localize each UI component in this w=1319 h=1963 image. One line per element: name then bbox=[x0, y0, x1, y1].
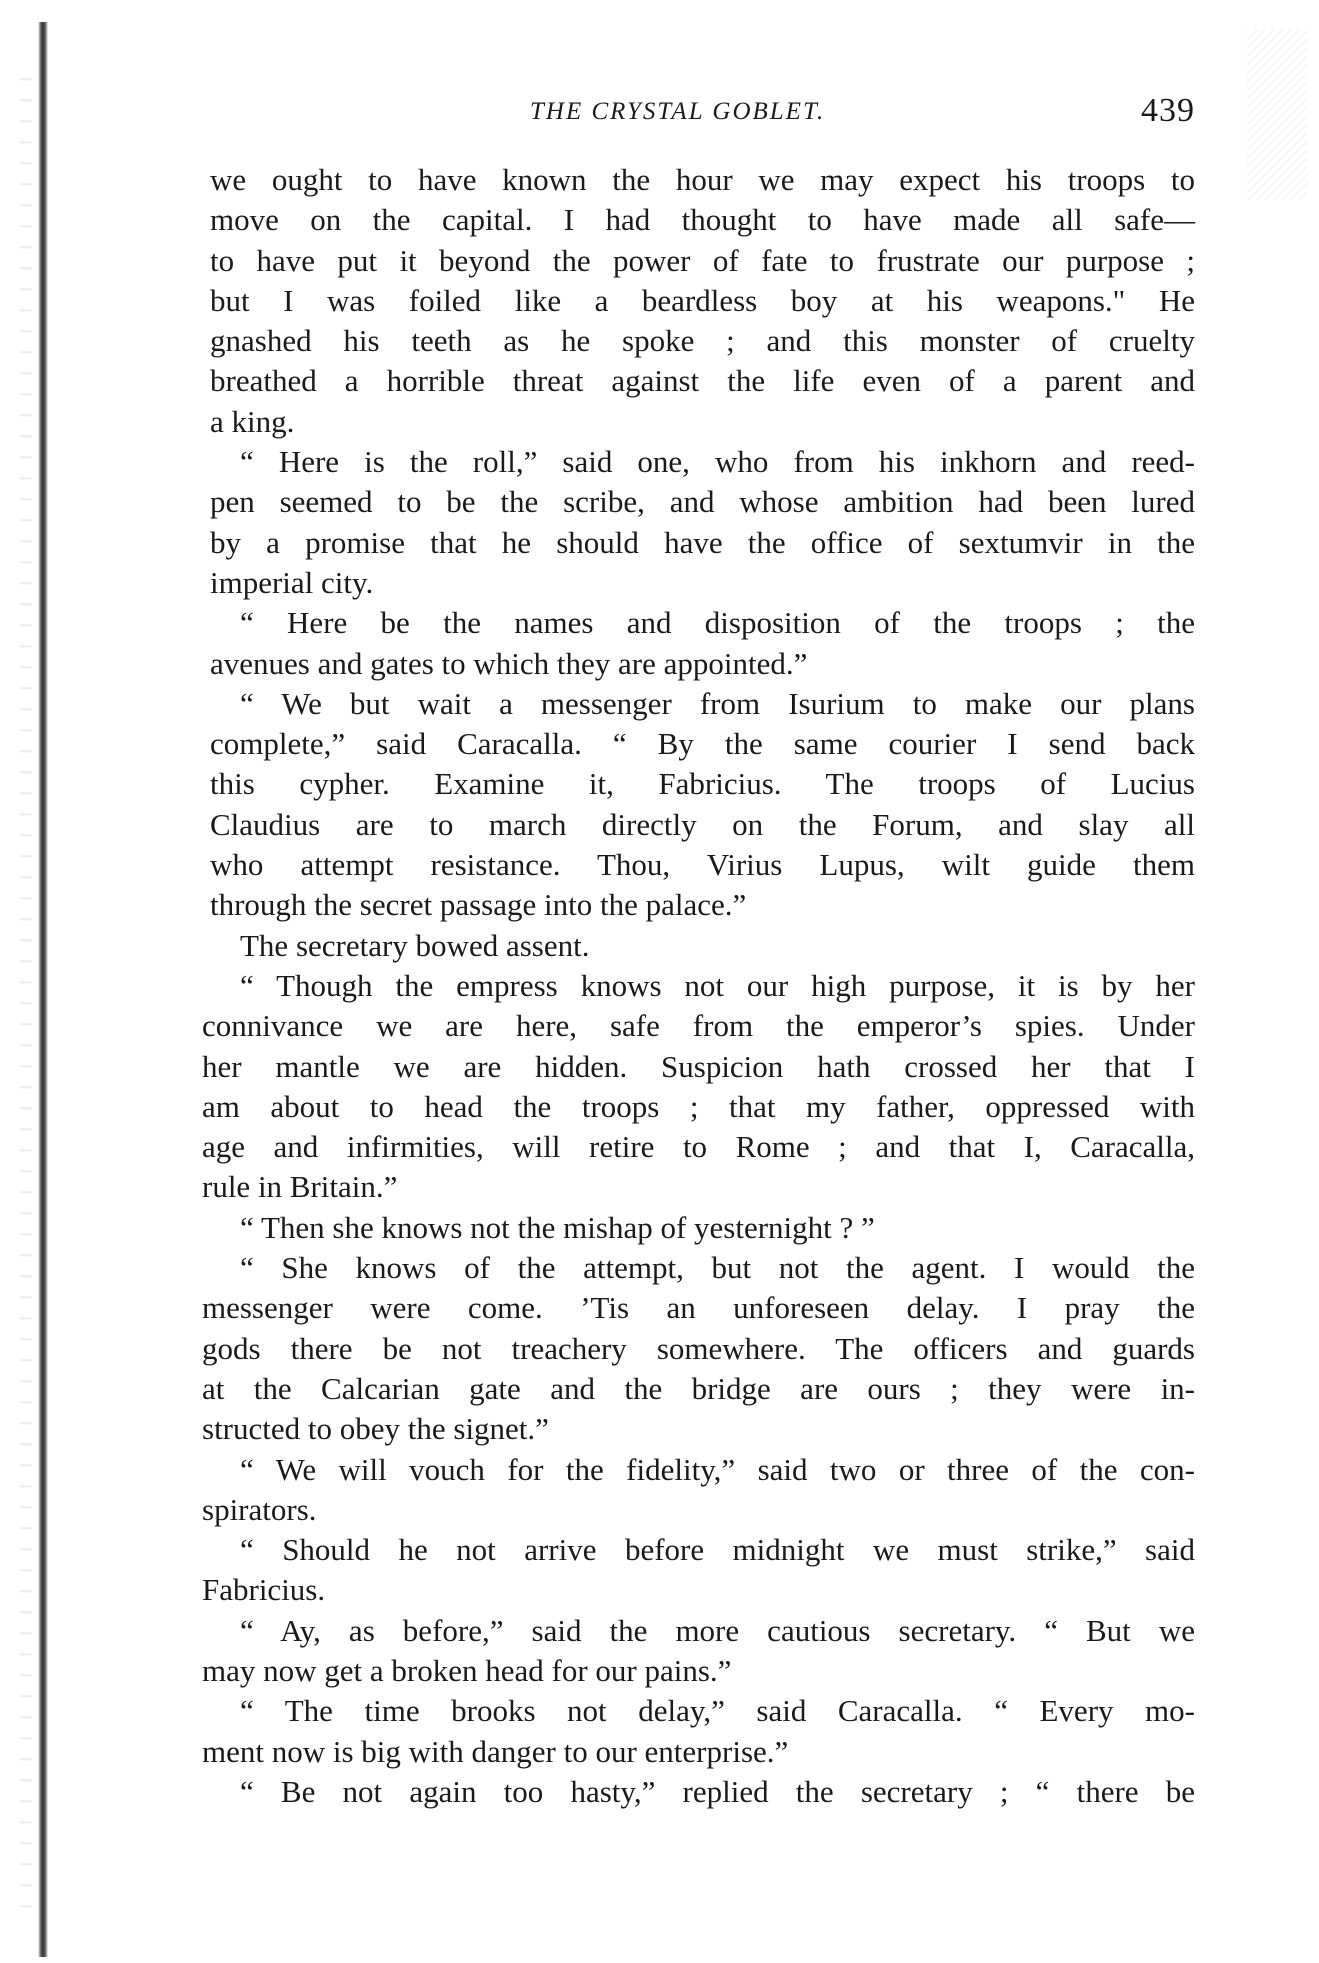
text-line: pen seemed to be the scribe, and whose ambition had been lured bbox=[210, 484, 1195, 520]
text-line: gnashed his teeth as he spoke ; and this monster of cruelty bbox=[210, 323, 1195, 359]
text-line: may now get a broken head for our pains.” bbox=[202, 1652, 732, 1688]
text-line: who attempt resistance. Thou, Virius Lupus, wilt guide them bbox=[210, 847, 1195, 883]
text-line: but I was foiled like a beardless boy at his weapons." He bbox=[210, 282, 1195, 318]
text-line: a king. bbox=[210, 403, 295, 439]
text-line: avenues and gates to which they are appointed.” bbox=[210, 645, 808, 681]
text-line: “ We but wait a messenger from Isurium to make our plans bbox=[240, 685, 1195, 721]
text-line: “ Here is the roll,” said one, who from his inkhorn and reed- bbox=[240, 444, 1195, 480]
text-line: imperial city. bbox=[210, 564, 374, 600]
text-line: connivance we are here, safe from the emperor’s spies. Under bbox=[202, 1008, 1195, 1044]
binding-gutter-shadow bbox=[38, 22, 48, 1957]
text-line: The secretary bowed assent. bbox=[240, 927, 590, 963]
body-text bbox=[202, 160, 1195, 1812]
text-line: “ The time brooks not delay,” said Caracalla. “ Every mo- bbox=[240, 1693, 1195, 1729]
text-line: “ Be not again too hasty,” replied the secretary ; “ there be bbox=[240, 1773, 1195, 1809]
page-header bbox=[210, 92, 1195, 142]
text-line: “ Then she knows not the mishap of yesternight ? ” bbox=[240, 1209, 875, 1245]
text-line: to have put it beyond the power of fate to frustrate our purpose ; bbox=[210, 242, 1195, 278]
text-line: “ Should he not arrive before midnight we must strike,” said bbox=[240, 1532, 1195, 1568]
text-line: breathed a horrible threat against the life even of a parent and bbox=[210, 363, 1195, 399]
text-line: Claudius are to march directly on the Forum, and slay all bbox=[210, 806, 1195, 842]
text-line: am about to head the troops ; that my father, oppressed with bbox=[202, 1088, 1195, 1124]
page-number: 439 bbox=[1141, 92, 1195, 129]
text-line: we ought to have known the hour we may expect his troops to bbox=[210, 162, 1195, 197]
text-line: Fabricius. bbox=[202, 1572, 326, 1608]
text-line: gods there be not treachery somewhere. The officers and guards bbox=[202, 1330, 1195, 1366]
text-line: complete,” said Caracalla. “ By the same courier I send back bbox=[210, 726, 1195, 762]
text-line: structed to obey the signet.” bbox=[202, 1411, 549, 1447]
text-line: “ Here be the names and disposition of the troops ; the bbox=[240, 605, 1195, 641]
text-line: “ We will vouch for the fidelity,” said two or three of the con- bbox=[240, 1451, 1195, 1487]
text-line: ment now is big with danger to our enterprise.” bbox=[202, 1733, 789, 1769]
text-line: spirators. bbox=[202, 1491, 317, 1527]
running-head: THE CRYSTAL GOBLET. bbox=[530, 98, 826, 125]
binding-specks bbox=[20, 60, 32, 1910]
text-line: by a promise that he should have the office of sextumvir in the bbox=[210, 524, 1195, 560]
text-line: at the Calcarian gate and the bridge are ours ; they were in- bbox=[202, 1370, 1195, 1406]
text-line: “ Though the empress knows not our high purpose, it is by her bbox=[240, 967, 1195, 1003]
text-line: messenger were come. ’Tis an unforeseen delay. I pray the bbox=[202, 1290, 1195, 1326]
text-line: “ She knows of the attempt, but not the agent. I would the bbox=[240, 1250, 1195, 1286]
text-line: age and infirmities, will retire to Rome ; and that I, Caracalla, bbox=[202, 1129, 1195, 1165]
text-line: her mantle we are hidden. Suspicion hath crossed her that I bbox=[202, 1048, 1195, 1084]
text-line: move on the capital. I had thought to have made all safe— bbox=[210, 202, 1195, 238]
text-line: “ Ay, as before,” said the more cautious secretary. “ But we bbox=[240, 1612, 1195, 1648]
text-line: through the secret passage into the palace.” bbox=[210, 887, 747, 923]
text-line: rule in Britain.” bbox=[202, 1169, 398, 1205]
text-line: this cypher. Examine it, Fabricius. The troops of Lucius bbox=[210, 766, 1195, 802]
page-edge-noise bbox=[1247, 30, 1307, 200]
